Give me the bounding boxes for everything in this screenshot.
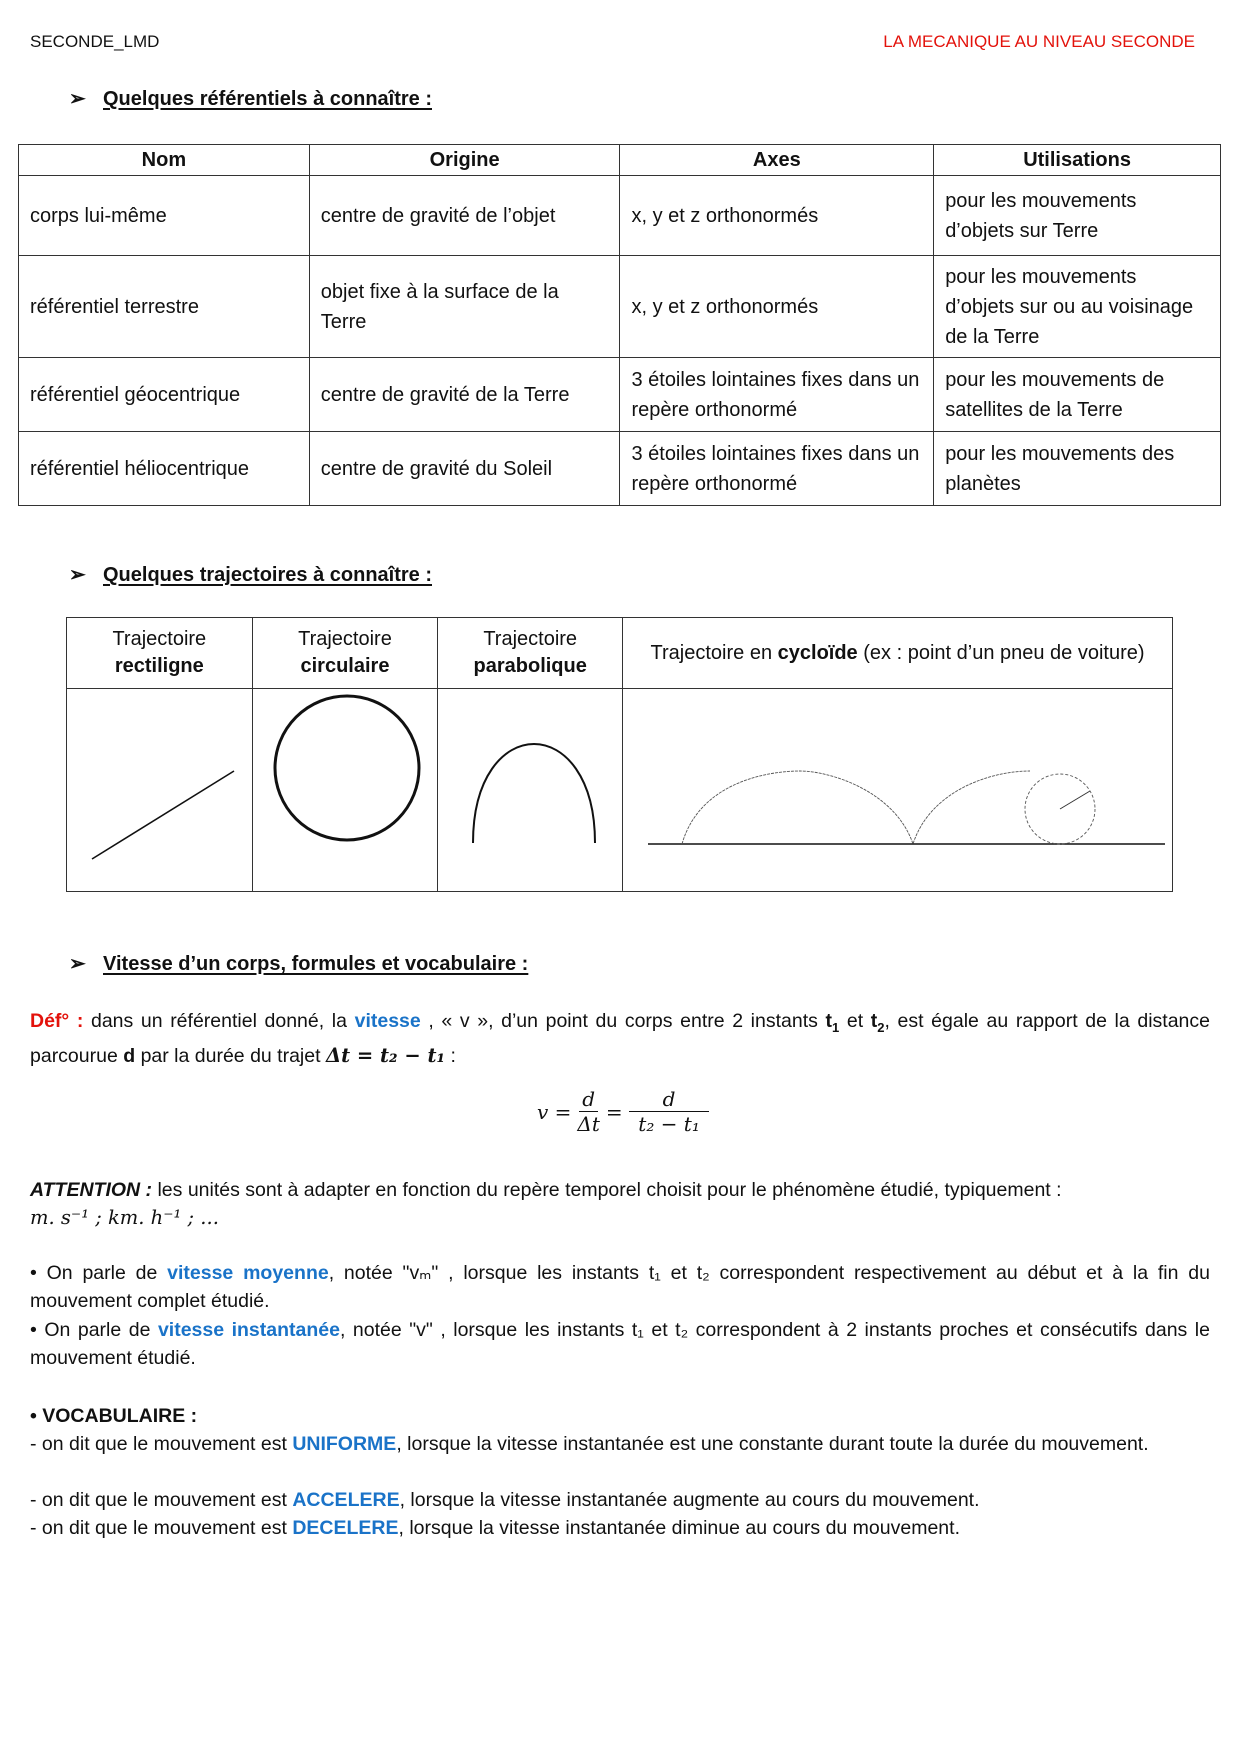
text: t xyxy=(825,1010,833,1032)
keyword: vitesse instantanée xyxy=(157,1319,340,1341)
cell-circulaire xyxy=(252,618,438,689)
vocab-decelere xyxy=(30,1514,1210,1542)
cell: pour les mouvements d’objets sur ou au voisinage de la Terre xyxy=(934,256,1221,358)
t1: $t_1$ xyxy=(825,1010,840,1035)
formula-lhs: v = xyxy=(537,1099,572,1124)
label: Trajectoire xyxy=(112,628,207,650)
keyword: UNIFORME xyxy=(292,1433,397,1455)
table-row xyxy=(19,432,1221,506)
cycloid-drawing xyxy=(630,691,1166,881)
cell: x, y et z orthonormés xyxy=(620,176,934,256)
text: les unités sont à adapter en fonction du repère temporel choisit pour le phénomène étudié, typiquement : xyxy=(157,1179,1062,1201)
text: et xyxy=(846,1010,864,1032)
arrow-bullet-icon: ➢ xyxy=(69,88,86,110)
cell: pour les mouvements de satellites de la Terre xyxy=(934,358,1221,432)
cell-rectiligne xyxy=(67,618,253,689)
section-title: Quelques référentiels à connaître : xyxy=(103,88,432,110)
col-header: Origine xyxy=(309,145,620,176)
text: , lorsque la vitesse instantanée est une constante durant toute la durée du mouvement. xyxy=(396,1433,1149,1455)
label: Trajectoire xyxy=(483,628,578,650)
cell xyxy=(438,689,623,892)
definition-paragraph xyxy=(30,1007,1210,1070)
label: circulaire xyxy=(300,655,390,677)
text: , lorsque la vitesse instantanée diminue au cours du mouvement. xyxy=(398,1517,960,1539)
cell: x, y et z orthonormés xyxy=(620,256,934,358)
numerator: d xyxy=(579,1087,598,1112)
keyword: vitesse xyxy=(354,1010,421,1032)
numerator: d xyxy=(629,1087,710,1112)
text: , notée "v" , lorsque les instants t₁ et t₂ correspondent à 2 instants proches et consécutifs dans le mouvement étudié. xyxy=(30,1319,1210,1369)
cell-cycloide xyxy=(623,618,1173,689)
text: , notée "vₘ" , lorsque les instants t₁ et t₂ correspondent respectivement au début et à la fin du mouvement complet étudié. xyxy=(30,1262,1210,1312)
def-label: Déf° : xyxy=(30,1010,84,1032)
cell: objet fixe à la surface de la Terre xyxy=(309,256,620,358)
text: , « v », d’un point du corps entre 2 instants xyxy=(428,1010,818,1032)
text: - on dit que le mouvement est xyxy=(30,1517,287,1539)
cell: référentiel terrestre xyxy=(19,256,310,358)
col-header: Utilisations xyxy=(934,145,1221,176)
equals: = xyxy=(605,1099,623,1124)
cell: pour les mouvements des planètes xyxy=(934,432,1221,506)
cell xyxy=(252,689,438,892)
arrow-bullet-icon: ➢ xyxy=(69,953,86,975)
col-header: Axes xyxy=(620,145,934,176)
cell xyxy=(623,689,1173,892)
table-header-row xyxy=(19,145,1221,176)
section-title: Quelques trajectoires à connaître : xyxy=(103,564,432,586)
section-vitesse xyxy=(69,951,528,976)
circle-drawing xyxy=(260,691,430,881)
denominator: t₂ − t₁ xyxy=(638,1112,700,1136)
section-title: Vitesse d’un corps, formules et vocabulaire : xyxy=(103,953,529,975)
text: , est égale au rapport de la distance parcourue xyxy=(30,1010,1210,1067)
cell: centre de gravité de la Terre xyxy=(309,358,620,432)
referentiels-table xyxy=(18,144,1221,506)
velocity-formula xyxy=(537,1087,715,1136)
text: - on dit que le mouvement est xyxy=(30,1489,287,1511)
parabola-drawing xyxy=(445,691,615,881)
cell: corps lui-même xyxy=(19,176,310,256)
doc-class-label: SECONDE_LMD xyxy=(30,32,160,51)
label: Trajectoire en xyxy=(650,641,773,664)
section-trajectoires xyxy=(69,562,432,587)
fraction xyxy=(629,1087,710,1136)
cell xyxy=(67,689,253,892)
cell: 3 étoiles lointaines fixes dans un repère orthonormé xyxy=(620,432,934,506)
keyword: ACCELERE xyxy=(292,1489,400,1511)
table-row xyxy=(19,176,1221,256)
col-header: Nom xyxy=(19,145,310,176)
arrow-bullet-icon: ➢ xyxy=(69,564,86,586)
keyword: vitesse moyenne xyxy=(167,1262,329,1284)
cell: référentiel héliocentrique xyxy=(19,432,310,506)
cell: 3 étoiles lointaines fixes dans un repère orthonormé xyxy=(620,358,934,432)
label: (ex : point d’un pneu de voiture) xyxy=(863,641,1145,664)
label: Trajectoire xyxy=(298,628,392,650)
drawings-row xyxy=(67,689,1173,892)
trajectoires-table xyxy=(66,617,1173,892)
text: • On parle de xyxy=(30,1262,158,1284)
cell: centre de gravité de l’objet xyxy=(309,176,620,256)
vocab-uniforme xyxy=(30,1430,1210,1458)
doc-title: LA MECANIQUE AU NIVEAU SECONDE xyxy=(883,32,1195,51)
denominator: Δt xyxy=(577,1112,600,1136)
attention-paragraph xyxy=(30,1176,1210,1232)
vocab-accelere xyxy=(30,1486,1210,1514)
bullet-moyenne xyxy=(30,1259,1210,1315)
section-referentiels xyxy=(69,86,432,111)
label: rectiligne xyxy=(114,655,204,677)
text: d xyxy=(123,1044,136,1067)
text: - on dit que le mouvement est xyxy=(30,1433,287,1455)
cell: centre de gravité du Soleil xyxy=(309,432,620,506)
table-row xyxy=(19,256,1221,358)
keyword: DECELERE xyxy=(292,1517,399,1539)
text: : xyxy=(450,1044,456,1067)
cell: pour les mouvements d’objets sur Terre xyxy=(934,176,1221,256)
text: par la durée du trajet xyxy=(140,1044,321,1067)
text: dans un référentiel donné, la xyxy=(90,1010,347,1032)
bullet-instantanee xyxy=(30,1316,1210,1372)
text: , lorsque la vitesse instantanée augmente au cours du mouvement. xyxy=(399,1489,980,1511)
cell-parabolique xyxy=(438,618,623,689)
text: • On parle de xyxy=(30,1319,151,1341)
table-row xyxy=(19,358,1221,432)
label: parabolique xyxy=(473,655,587,677)
table-header-row xyxy=(67,618,1173,689)
units: m. s⁻¹ ; km. h⁻¹ ; ... xyxy=(30,1206,219,1229)
equation: Δt = t₂ − t₁ xyxy=(325,1043,446,1067)
vocab-heading: • VOCABULAIRE : xyxy=(30,1405,198,1427)
fraction xyxy=(577,1087,599,1136)
label: cycloïde xyxy=(777,641,858,664)
straight-line-drawing xyxy=(74,691,244,881)
t2: $t_2$ xyxy=(870,1010,885,1035)
text: t xyxy=(870,1010,878,1032)
cell: référentiel géocentrique xyxy=(19,358,310,432)
attention-label: ATTENTION : xyxy=(30,1179,153,1201)
